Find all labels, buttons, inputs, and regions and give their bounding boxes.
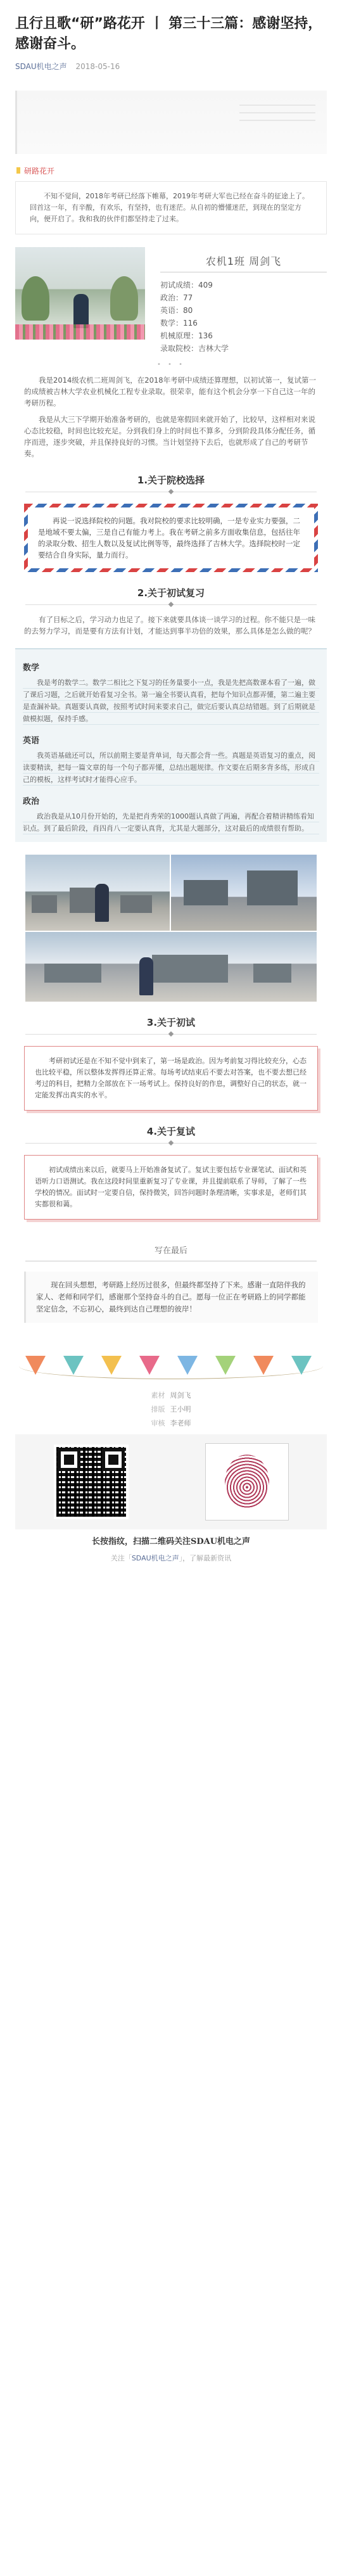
city-photo-2 <box>171 855 317 931</box>
heading-school-title: 1.关于院校选择 <box>137 475 205 486</box>
score-row: 数学：116 <box>160 319 198 328</box>
footer-card <box>15 1434 327 1529</box>
heading-exam <box>25 1016 317 1035</box>
credits <box>0 1387 342 1429</box>
profile-card <box>15 247 327 355</box>
credit-value: 周剑飞 <box>170 1391 191 1400</box>
subject-text-math: 我是考的数学二。数学二相比之下复习的任务量要小一点，我是先把高数课本看了一遍，做了课后习题，之后就开始看复习全书。第一遍全书要认真看，把每个知识点都弄懂，第二遍主要是查漏补缺。真题要认真做，按照考试时间来要求自己，做完后要认真总结错题。到了后期就是做模拟题，保持手感。 <box>23 677 319 725</box>
heading-retest <box>25 1125 317 1144</box>
profile-photo <box>15 247 145 340</box>
retest-box <box>24 1155 318 1220</box>
bottom-note <box>0 1553 342 1563</box>
credit-row-review <box>0 1418 342 1429</box>
city-photo-1 <box>25 855 170 931</box>
heading-retest-title: 4.关于复试 <box>146 1126 196 1137</box>
score-row: 初试成绩：409 <box>160 281 213 290</box>
closing-title: 写在最后 <box>154 1246 187 1256</box>
subject-text-english: 我英语基础还可以，所以前期主要是背单词，每天都会背一些。真题是英语复习的重点，阅读要精读，把每一篇文章的每一个句子都弄懂，总结出题规律。作文要在后期多背多练，形成自己的模板，这样考试时才能得心应手。 <box>23 749 319 786</box>
section-header <box>15 165 327 176</box>
heading-review <box>25 586 317 605</box>
credit-key: 素材 <box>151 1391 165 1400</box>
review-intro: 有了目标之后，学习动力也足了。接下来就要具体谈一谈学习的过程。你不能只是一味的去努力学习，而是要有方法有计划，才能达到事半功倍的效果，那么具体是怎么做的呢？ <box>24 615 315 635</box>
photo-row <box>25 855 317 931</box>
heading-exam-title: 3.关于初试 <box>146 1017 196 1028</box>
subjects-box <box>15 648 327 842</box>
article-header <box>0 0 342 72</box>
closing-text: 现在回头想想，考研路上经历过很多，但最终都坚持了下来。感谢一直陪伴我的家人、老师和同学们，感谢那个坚持奋斗的自己。愿每一位正在考研路上的同学都能坚定信念，不忘初心，最终到达自己理想的彼岸！ <box>36 1280 306 1313</box>
profile-info <box>145 247 327 355</box>
heading-review-title: 2.关于初试复习 <box>137 587 205 599</box>
subject-text-politics: 政治我是从10月份开始的，先是把肖秀荣的1000题认真做了两遍，再配合着精讲精练看知识点。到了最后阶段，肖四肖八一定要认真背，尤其是大题部分，这对最后的成绩很有帮助。 <box>23 810 319 834</box>
score-row: 英语：80 <box>160 306 193 315</box>
section-tag: 研路花开 <box>15 165 54 176</box>
school-choice-text: 再说一说选择院校的问题。我对院校的要求比较明确，一是专业实力要强，二是地域不要太偏，三是自己有能力考上。我在考研之前多方面收集信息，包括往年的录取分数、招生人数以及复试比例等等，最终选择了吉林大学。选择院校时一定要结合自身实际，量力而行。 <box>38 516 300 559</box>
subject-title-english: 英语 <box>23 736 40 746</box>
credit-row-layout <box>0 1404 342 1415</box>
bio-text: 我是2014级农机二班周剑飞，在2018年考研中成绩还算理想，以初试第一，复试第一的成绩被吉林大学农业机械化工程专业录取。很荣幸，能有这个机会分享一下自己这一年的考研历程。 <box>24 376 317 407</box>
intro-box <box>15 181 327 234</box>
divider-dots: • • • <box>156 361 186 368</box>
qr-code[interactable] <box>54 1444 129 1519</box>
city-photo-3 <box>25 932 317 1002</box>
profile-name: 农机1班 周剑飞 <box>160 253 327 272</box>
publish-date: 2018-05-16 <box>75 62 120 71</box>
article-title: 且行且歌“研”路花开 丨 第三十三篇：感谢坚持，感谢奋斗。 <box>15 16 322 52</box>
credit-row-editor <box>0 1390 342 1401</box>
credit-value: 李老师 <box>170 1419 191 1427</box>
credit-key: 排版 <box>151 1405 165 1413</box>
credit-value: 王小明 <box>170 1405 191 1413</box>
credit-key: 审核 <box>151 1419 165 1427</box>
closing-box <box>24 1272 318 1323</box>
top-banner <box>15 91 327 154</box>
bunting-decoration <box>0 1342 342 1427</box>
banner-decoration <box>239 105 315 127</box>
score-row: 机械原理：136 <box>160 331 213 340</box>
account-link[interactable]: SDAU机电之声 <box>15 62 67 71</box>
score-row: 录取院校：吉林大学 <box>160 344 229 353</box>
article-meta <box>15 61 327 72</box>
exam-box <box>24 1046 318 1111</box>
bottom-suffix: 」，了解最新资讯 <box>179 1554 232 1562</box>
subject-title-math: 数学 <box>23 663 40 673</box>
fingerprint-icon[interactable] <box>205 1443 289 1521</box>
score-row: 政治：77 <box>160 293 193 302</box>
bottom-prefix: 关注「 <box>110 1554 132 1562</box>
heading-school <box>25 473 317 492</box>
intro-text: 不知不觉间，2018年考研已经落下帷幕，2019年考研大军也已经在奋斗的征途上了。回首这一年，有辛酸，有欢乐，有坚持，也有迷茫。从自初的懵懂迷茫，到现在的坚定方向，便开启了。我和我的伙伴们都坚持走了过来。 <box>30 192 309 223</box>
footer-tagline: 长按指纹，扫描二维码关注SDAU机电之声 <box>91 1537 251 1546</box>
subject-title-politics: 政治 <box>23 797 40 807</box>
retest-text: 初试成绩出来以后，就要马上开始准备复试了。复试主要包括专业课笔试、面试和英语听力口语测试。我在这段时间里重新复习了专业课，并且提前联系了导师，了解了一些学校的情况。面试时一定要自信，保持微笑，回答问题时条理清晰，实事求是，老师们其实都很和蔼。 <box>35 1166 307 1208</box>
bio-text-2: 我是从大三下学期开始准备考研的，也就是寒假回来就开始了，比较早，这样相对来说心态比较稳，时间也比较充足。分到我们身上的时间也不算多，分到阶段具体分配任务，循序而进，逐步突破，并且保持良好的习惯。当计划坚持下去后，也就形成了自己的考研节奏。 <box>24 415 315 458</box>
school-choice-box <box>24 504 318 572</box>
closing-heading <box>25 1244 317 1261</box>
exam-text: 考研初试还是在不知不觉中到来了，第一场是政治。因为考前复习得比较充分，心态也比较平稳，所以整体发挥得还算正常。每场考试结束后不要去对答案，也不要去想已经考过的科目，把精力全部放在下一场考试上。保持良好的作息，调整好自己的状态，就一定能发挥出真实的水平。 <box>35 1057 307 1099</box>
bottom-account-link[interactable]: SDAU机电之声 <box>131 1554 179 1562</box>
